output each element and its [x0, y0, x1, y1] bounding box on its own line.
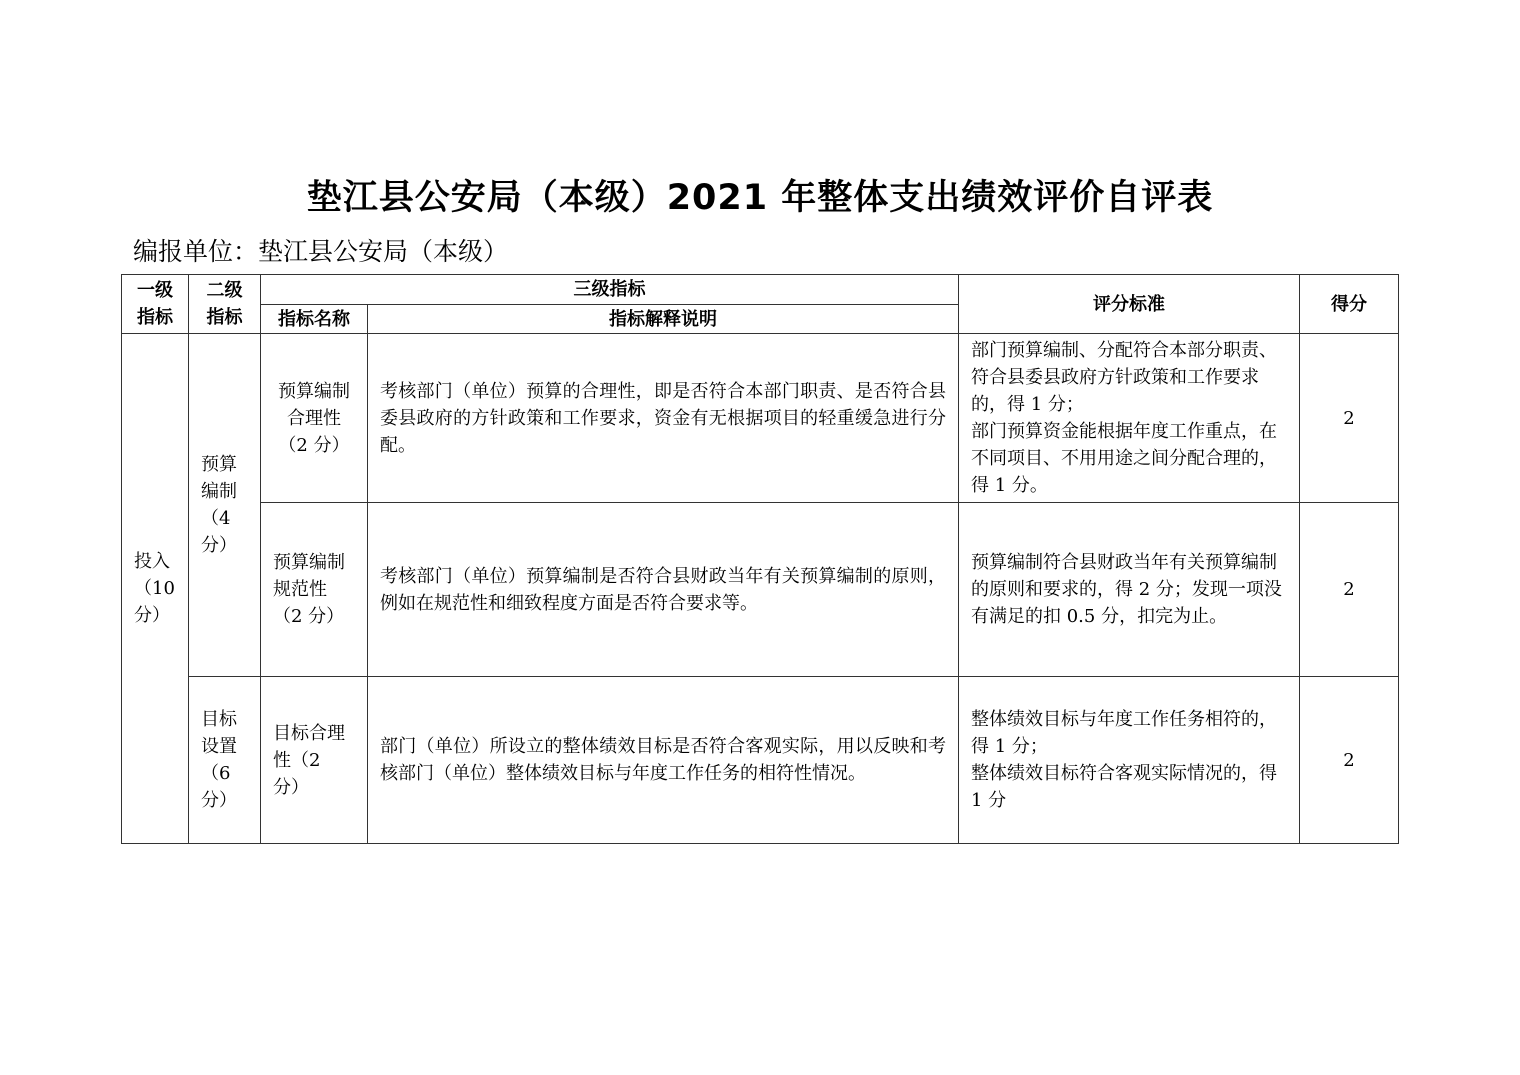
- header-level2-text: [189, 277, 260, 331]
- indicator-name-cell: [261, 677, 368, 844]
- text-line: 分）: [201, 790, 237, 811]
- header-level3: 三级指标: [261, 275, 959, 305]
- indicator-desc-cell: [368, 677, 959, 844]
- text-line: 合理性: [287, 407, 341, 429]
- criteria-text: [971, 706, 1287, 814]
- score-cell: 2: [1300, 334, 1399, 503]
- text-line: 整体绩效目标符合客观实际情况的，得 1 分: [971, 763, 1277, 811]
- indicator-name: [269, 378, 359, 459]
- indicator-name: [273, 720, 359, 801]
- text-line: 预算编制: [273, 552, 345, 573]
- text-line: 分）: [134, 605, 170, 626]
- header-level1-text: [122, 277, 188, 331]
- level2-cell-target: [189, 677, 261, 844]
- indicator-desc-cell: [368, 334, 959, 503]
- criteria-cell: [959, 334, 1300, 503]
- text-line: 部门预算编制、分配符合本部分职责、符合县委县政府方针政策和工作要求的，得 1 分；: [971, 340, 1277, 415]
- reporting-unit: 编报单位：垫江县公安局（本级）: [133, 237, 509, 266]
- indicator-name: [273, 549, 359, 630]
- text-line: 指标: [206, 307, 243, 328]
- text-line: （10: [134, 578, 175, 599]
- table-row: [122, 334, 1399, 503]
- evaluation-table: [121, 274, 1399, 844]
- text-line: 设置: [201, 736, 237, 757]
- text-line: 目标: [201, 709, 237, 730]
- header-level1: [122, 275, 189, 334]
- table-row: [122, 503, 1399, 677]
- indicator-desc: 考核部门（单位）预算编制是否符合县财政当年有关预算编制的原则，例如在规范性和细致程度方面是否符合要求等。: [380, 565, 946, 614]
- text-line: 预算: [201, 454, 237, 475]
- level2-cell-budget: [189, 334, 261, 677]
- text-line: 编制: [201, 481, 237, 502]
- text-line: （4: [201, 508, 231, 529]
- level1-cell: [122, 334, 189, 844]
- header-criteria: 评分标准: [959, 275, 1300, 334]
- header-indicator-desc: 指标解释说明: [368, 305, 959, 334]
- text-line: 预算编制: [278, 380, 350, 402]
- score-cell: 2: [1300, 677, 1399, 844]
- text-line: 部门预算资金能根据年度工作重点，在不同项目、不用用途之间分配合理的，得 1 分。: [971, 421, 1277, 496]
- indicator-desc: 考核部门（单位）预算的合理性，即是否符合本部门职责、是否符合县委县政府的方针政策和工作要求，资金有无根据项目的轻重缓急进行分配。: [380, 380, 946, 456]
- score-cell: 2: [1300, 503, 1399, 677]
- criteria-cell: [959, 503, 1300, 677]
- text-line: 规范性: [273, 579, 327, 600]
- header-score: 得分: [1300, 275, 1399, 334]
- level2-label: [201, 706, 254, 814]
- header-indicator-name: 指标名称: [261, 305, 368, 334]
- indicator-desc-cell: [368, 503, 959, 677]
- indicator-desc: 部门（单位）所设立的整体绩效目标是否符合客观实际，用以反映和考核部门（单位）整体绩效目标与年度工作任务的相符性情况。: [380, 736, 946, 784]
- text-line: 投入: [134, 551, 170, 572]
- level2-label: [201, 451, 254, 559]
- text-line: （6: [201, 763, 231, 784]
- table-row: [122, 677, 1399, 844]
- text-line: 预算编制符合县财政当年有关预算编制的原则和要求的，得 2 分；发现一项没有满足的扣 0.5 分，扣完为止。: [971, 552, 1282, 627]
- text-line: （2 分）: [278, 434, 350, 456]
- criteria-text: [971, 549, 1287, 630]
- document-title: 垫江县公安局（本级）2021 年整体支出绩效评价自评表: [306, 178, 1214, 218]
- header-level2: [189, 275, 261, 334]
- text-line: 分）: [273, 776, 309, 798]
- text-line: 分）: [201, 535, 237, 556]
- text-line: （2 分）: [273, 606, 345, 627]
- indicator-name-cell: [261, 503, 368, 677]
- text-line: 整体绩效目标与年度工作任务相符的，得 1 分；: [971, 709, 1277, 757]
- level1-label: [134, 548, 188, 629]
- criteria-text: [971, 337, 1287, 499]
- indicator-name-cell: [261, 334, 368, 503]
- criteria-cell: [959, 677, 1300, 844]
- text-line: 一级: [137, 280, 173, 301]
- text-line: 二级: [206, 280, 243, 301]
- text-line: 指标: [137, 307, 173, 328]
- text-line: 性（2: [273, 749, 321, 771]
- text-line: 目标合理: [273, 722, 345, 744]
